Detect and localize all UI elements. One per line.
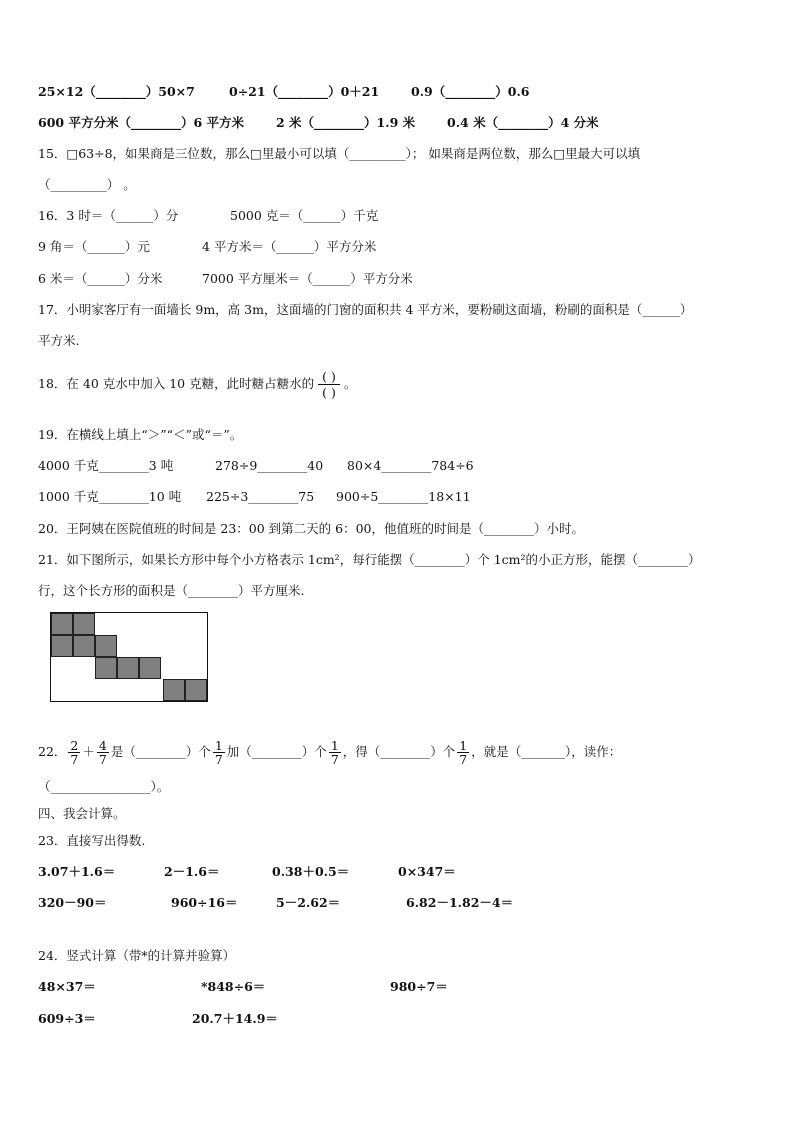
calc-item: 48×37＝ — [38, 979, 96, 994]
grid-square — [185, 679, 207, 701]
calc-item: 0.38＋0.5＝ — [272, 864, 350, 879]
plus-sign: ＋ — [82, 744, 95, 759]
numerator: 1 — [214, 738, 223, 753]
calc-item: 3.07＋1.6＝ — [38, 864, 116, 879]
question-18 — [38, 366, 356, 402]
question-21-text-2: 行，这个长方形的面积是（________）平方厘米. — [38, 583, 305, 598]
question-17 — [38, 302, 692, 318]
grid-square — [95, 657, 117, 679]
question-17-text: 17．小明家客厅有一面墙长 9m，高 3m，这面墙的门窗的面积共 4 平方米，要粉刷这面墙，粉刷的面积是（______） — [38, 302, 693, 317]
fraction-numerator: ( ) — [318, 369, 340, 385]
question-22-text: ，就是（_______），读作： — [471, 744, 622, 759]
question-24 — [38, 948, 235, 964]
compare-item: 1000 千克________10 吨 — [38, 489, 182, 504]
compare-item: 600 平方分米（________）6 平方米 — [38, 115, 244, 130]
section-4-heading — [38, 806, 126, 822]
fraction — [457, 739, 469, 766]
fraction — [68, 739, 80, 766]
question-22-text: 加（________）个 — [226, 744, 327, 759]
calc-item: 960÷16＝ — [171, 895, 238, 910]
numerator: 4 — [98, 738, 107, 753]
grid-square — [51, 635, 73, 657]
question-24-text: 24．竖式计算（带*的计算并验算） — [38, 948, 236, 963]
denominator: 7 — [70, 752, 79, 767]
question-22 — [38, 734, 621, 770]
conversion-item: 7000 平方厘米＝（______）平方分米 — [202, 271, 413, 286]
fraction — [97, 739, 109, 766]
question-15-text: 15．□63÷8，如果商是三位数，那么□里最小可以填（_________）； 如果商是两位数，那么□里最大可以填 — [38, 146, 641, 161]
conversion-item: 16．3 时＝（______）分 — [38, 208, 179, 223]
calc-item: 609÷3＝ — [38, 1011, 96, 1026]
denominator: 7 — [459, 752, 468, 767]
fraction-blank — [318, 369, 340, 400]
question-20 — [38, 521, 584, 537]
calc-item: 20.7＋14.9＝ — [192, 1011, 278, 1026]
question-19 — [38, 427, 242, 443]
compare-item: 0÷21（________）0＋21 — [229, 84, 380, 99]
conversion-item: 4 平方米＝（______）平方分米 — [202, 239, 377, 254]
grid-square — [139, 657, 161, 679]
compare-item: 25×12（________）50×7 — [38, 84, 195, 99]
conversion-item: 9 角＝（______）元 — [38, 239, 150, 254]
denominator: 7 — [214, 752, 223, 767]
question-15 — [38, 146, 640, 162]
compare-item: 0.4 米（________）4 分米 — [447, 115, 599, 130]
question-23-text: 23．直接写出得数. — [38, 833, 146, 848]
grid-square — [51, 613, 73, 635]
grid-square — [95, 635, 117, 657]
grid-square — [73, 613, 95, 635]
calc-item: 980÷7＝ — [390, 979, 448, 994]
question-22-cont — [38, 779, 169, 795]
section-title: 四、我会计算。 — [38, 806, 126, 821]
rectangle-diagram — [50, 612, 208, 702]
calc-item: 320－90＝ — [38, 895, 107, 910]
fraction-denominator: ( ) — [322, 385, 336, 400]
numerator: 2 — [70, 738, 79, 753]
conversion-item: 6 米＝（______）分米 — [38, 271, 163, 286]
compare-item: 4000 千克________3 吨 — [38, 458, 174, 473]
question-19-text: 19．在横线上填上“＞”“＜”或“＝”。 — [38, 427, 243, 442]
question-17-unit: 平方米. — [38, 333, 80, 348]
question-22-blank: （________________）。 — [38, 779, 170, 794]
question-22-text: 是（________）个 — [110, 744, 211, 759]
compare-item: 900÷5________18×11 — [336, 489, 471, 504]
numerator: 1 — [459, 738, 468, 753]
question-20-text: 20．王阿姨在医院值班的时间是 23：00 到第二天的 6：00，他值班的时间是（________）小时。 — [38, 521, 584, 536]
question-23 — [38, 833, 145, 849]
compare-item: 2 米（________）1.9 米 — [276, 115, 416, 130]
grid-square — [163, 679, 185, 701]
question-22-text: ，得（________）个 — [342, 744, 456, 759]
grid-square — [117, 657, 139, 679]
period: 。 — [343, 376, 357, 391]
calc-item: 5－2.62＝ — [276, 895, 341, 910]
calc-item: 6.82－1.82－4＝ — [406, 895, 514, 910]
question-21-text: 21．如下图所示，如果长方形中每个小方格表示 1cm²，每行能摆（________）个 1cm²的小正方形，能摆（________） — [38, 552, 701, 567]
question-15-cont — [38, 177, 136, 193]
calc-item: 0×347＝ — [398, 864, 456, 879]
compare-item: 278÷9________40 — [215, 458, 324, 473]
denominator: 7 — [330, 752, 339, 767]
compare-item: 225÷3________75 — [206, 489, 315, 504]
grid-square — [73, 635, 95, 657]
calc-item: 2－1.6＝ — [164, 864, 220, 879]
question-22-number: 22． — [38, 744, 67, 759]
compare-item: 80×4________784÷6 — [347, 458, 474, 473]
question-21 — [38, 552, 701, 568]
fraction — [329, 739, 341, 766]
compare-item: 0.9（________）0.6 — [411, 84, 530, 99]
calc-item: *848÷6＝ — [201, 979, 266, 994]
fraction — [213, 739, 225, 766]
numerator: 1 — [330, 738, 339, 753]
denominator: 7 — [98, 752, 107, 767]
question-15-blank: （_________） 。 — [38, 177, 136, 192]
question-21-cont — [38, 583, 304, 599]
question-18-text: 18．在 40 克水中加入 10 克糖，此时糖占糖水的 — [38, 376, 315, 391]
question-17-cont — [38, 333, 79, 349]
conversion-item: 5000 克＝（______）千克 — [230, 208, 379, 223]
